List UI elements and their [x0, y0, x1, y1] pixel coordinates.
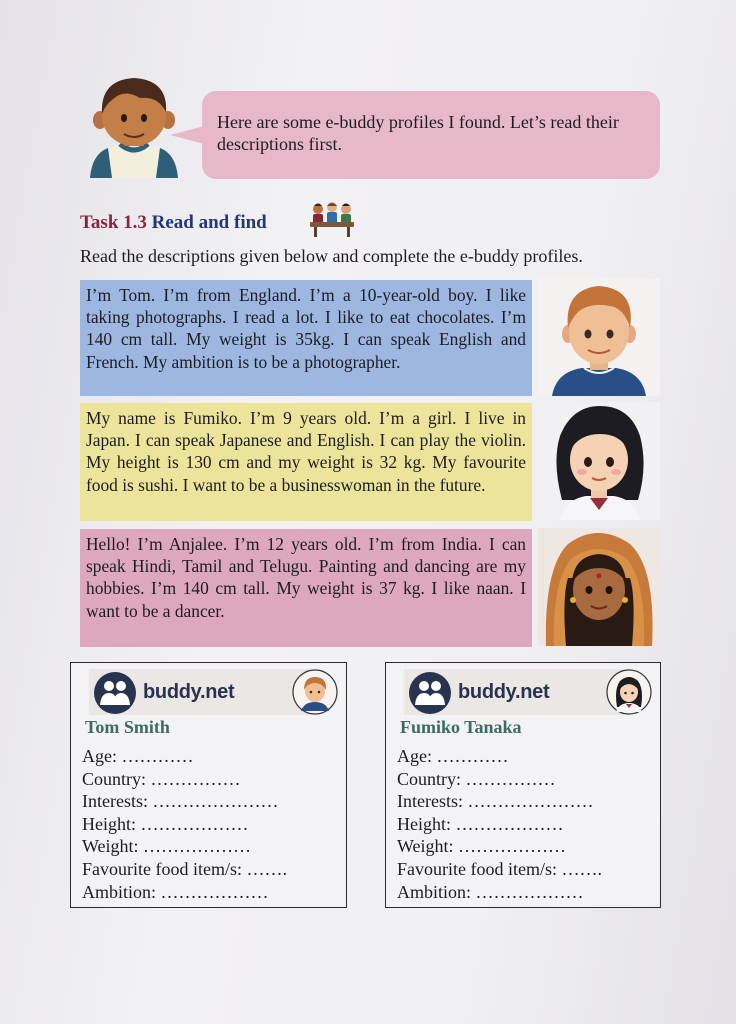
profile-fields — [397, 745, 602, 903]
speech-bubble: Here are some e-buddy profiles I found. Let’s read their descriptions first. — [202, 91, 660, 179]
description-fumiko: My name is Fumiko. I’m 9 years old. I’m a girl. I live in Japan. I can speak Japanese and English. I can play the violin. My height is 130 cm and my weight is 32 kg. My favourite food is sushi. I want to be a businesswoman in the future. — [80, 403, 532, 521]
field-favourite-food: Favourite food item/s: ……. — [397, 858, 602, 879]
field-age: Age: ………… — [397, 746, 509, 766]
task-number: Task 1.3 — [80, 212, 147, 233]
fumiko-avatar — [606, 669, 652, 715]
task-heading — [80, 212, 267, 234]
profile-card-tom — [70, 662, 347, 908]
field-favourite-food: Favourite food item/s: ……. — [82, 858, 287, 879]
task-title: Read and find — [151, 212, 267, 233]
field-age: Age: ………… — [82, 746, 194, 766]
profile-name: Tom Smith — [85, 717, 170, 737]
buddy-logo-icon — [93, 671, 137, 715]
field-ambition: Ambition: ……………… — [82, 881, 269, 902]
description-anjalee: Hello! I’m Anjalee. I’m 12 years old. I’m from India. I can speak Hindi, Tamil and Telugu. Painting and dancing are my hobbies. I’m 140 cm tall. My weight is 37 kg. I like naan. I want to be a dancer. — [80, 529, 532, 647]
students-at-table-icon — [308, 200, 356, 238]
field-country: Country: …………… — [397, 768, 556, 789]
speech-bubble-tail — [170, 126, 204, 144]
instruction-text: Read the descriptions given below and complete the e-buddy profiles. — [80, 246, 583, 266]
card-header — [89, 669, 309, 715]
brand-name: buddy.net — [458, 681, 550, 703]
brand-name: buddy.net — [143, 681, 235, 703]
field-height: Height: ……………… — [397, 813, 564, 834]
field-ambition: Ambition: ……………… — [397, 881, 584, 902]
field-weight: Weight: ……………… — [82, 836, 252, 857]
fumiko-portrait — [538, 402, 660, 520]
boy-avatar-icon — [86, 74, 182, 178]
description-tom: I’m Tom. I’m from England. I’m a 10-year-old boy. I like taking photographs. I read a lot. I like to eat chocolates. I’m 140 cm tall. My weight is 35kg. I can speak English and French. My ambition is to be a photographer. — [80, 280, 532, 396]
field-interests: Interests: ………………… — [82, 791, 279, 812]
card-header — [404, 669, 624, 715]
profile-name: Fumiko Tanaka — [400, 717, 522, 737]
tom-avatar — [292, 669, 338, 715]
profile-fields — [82, 745, 287, 903]
profile-card-fumiko — [385, 662, 661, 908]
field-country: Country: …………… — [82, 768, 241, 789]
field-height: Height: ……………… — [82, 813, 249, 834]
buddy-logo-icon — [408, 671, 452, 715]
field-interests: Interests: ………………… — [397, 791, 594, 812]
tom-portrait — [538, 278, 660, 396]
anjalee-portrait — [538, 528, 660, 646]
field-weight: Weight: ……………… — [397, 836, 567, 857]
